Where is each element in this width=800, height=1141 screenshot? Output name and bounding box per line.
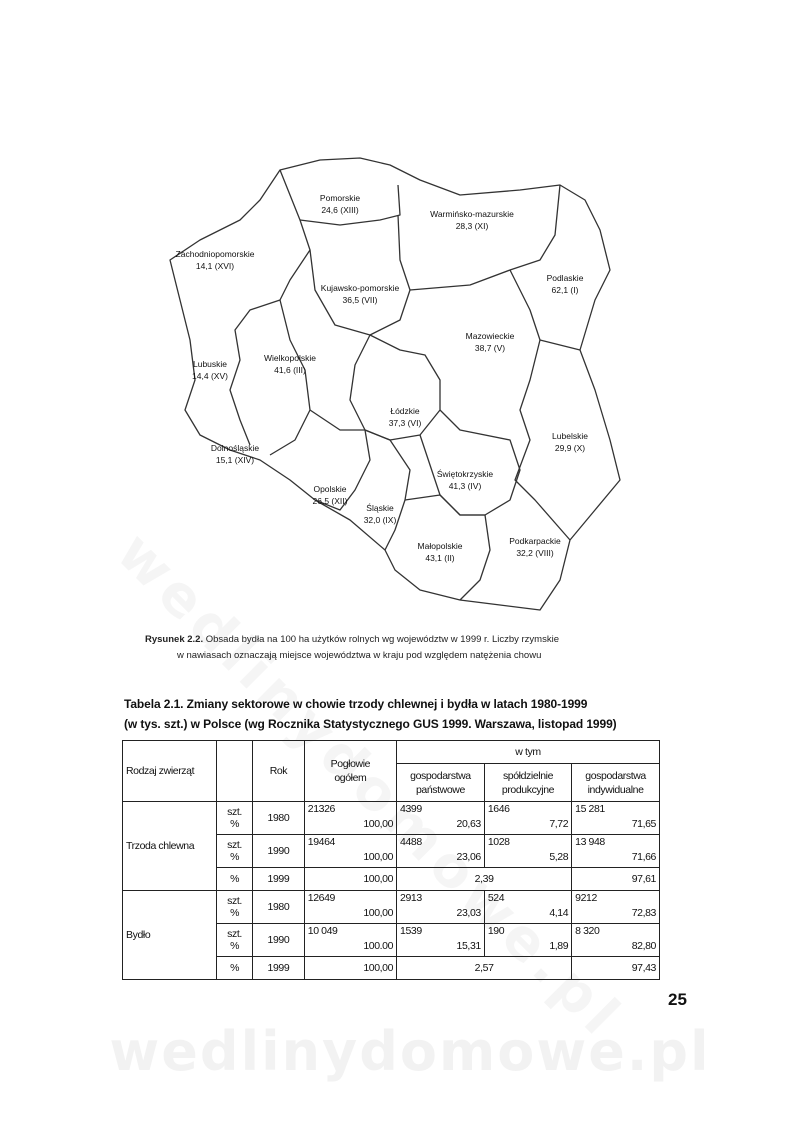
unit-cell: szt. % <box>216 802 252 835</box>
gi-cell: 8 320 82,80 <box>572 924 660 957</box>
group-name-trzoda: Trzoda chlewna <box>123 802 217 891</box>
total-cell: 10 049 100.00 <box>304 924 396 957</box>
figure-caption <box>145 632 665 664</box>
page-number: 25 <box>668 990 687 1009</box>
gi-cell: 13 948 71,66 <box>572 835 660 868</box>
bottom-watermark: wedlinydomowe.pl <box>109 1020 711 1083</box>
region-podlaskie: Podlaskie 62,1 (I) <box>546 273 584 295</box>
unit-cell: szt. % <box>216 924 252 957</box>
year-cell: 1990 <box>253 924 305 957</box>
region-dolnoslaskie: Dolnośląskie 15,1 (XIV) <box>210 443 260 465</box>
header-poglowie <box>304 741 396 802</box>
header-rodzaj: Rodzaj zwierząt <box>123 741 217 802</box>
unit-cell: % <box>216 957 252 980</box>
region-slaskie: Śląskie 32,0 (IX) <box>363 503 397 525</box>
region-zachodniopomorskie: Zachodniopomorskie 14,1 (XVI) <box>175 249 255 271</box>
gp-cell: 1539 15,31 <box>397 924 485 957</box>
header-gosp-panstwowe <box>397 764 485 802</box>
header-sp-line1: spółdzielnie <box>502 769 554 782</box>
region-lubelskie: Lubelskie 29,9 (X) <box>552 431 588 453</box>
header-gp-line2: państwowe <box>415 783 465 796</box>
sp-cell: 1646 7,72 <box>484 802 571 835</box>
header-poglowie-line1: Pogłowie <box>330 758 371 770</box>
year-cell: 1999 <box>253 868 305 891</box>
unit-cell: szt. % <box>216 891 252 924</box>
region-podkarpackie: Podkarpackie 32,2 (VIII) <box>509 536 561 558</box>
total-cell: 100,00 <box>304 957 396 980</box>
year-cell: 1990 <box>253 835 305 868</box>
gi-cell: 15 281 71,65 <box>572 802 660 835</box>
year-cell: 1999 <box>253 957 305 980</box>
header-w-tym: w tym <box>397 741 660 764</box>
region-mazowieckie: Mazowieckie 38,7 (V) <box>465 331 515 353</box>
region-malopolskie: Małopolskie 43,1 (II) <box>417 541 463 563</box>
gp-cell: 4399 20,63 <box>397 802 485 835</box>
caption-line2: w nawiasach oznaczają miejsce województwa w kraju pod względem natężenia chowu <box>177 650 542 661</box>
gp-cell: 4488 23,06 <box>397 835 485 868</box>
header-sp-line2: produkcyjne <box>501 783 555 796</box>
header-poglowie-line2: ogółem <box>334 772 367 784</box>
sp-cell: 190 1,89 <box>484 924 571 957</box>
header-gosp-indywidualne <box>572 764 660 802</box>
region-lubuskie: Lubuskie 14,4 (XV) <box>192 359 228 381</box>
total-cell: 21326 100,00 <box>304 802 396 835</box>
poland-voivodeship-map <box>140 140 660 620</box>
region-wielkopolskie: Wielkopolskie 41,6 (III) <box>264 353 316 375</box>
caption-label: Rysunek 2.2. <box>145 634 204 645</box>
header-gp-line1: gospodarstwa <box>410 769 471 782</box>
group-name-bydlo: Bydło <box>123 891 217 980</box>
gp-sp-cell: 2,39 <box>397 868 572 891</box>
year-cell: 1980 <box>253 802 305 835</box>
total-cell: 100,00 <box>304 868 396 891</box>
header-gi-line2: indywidualne <box>587 783 644 796</box>
table-title-line1: Tabela 2.1. Zmiany sektorowe w chowie trzody chlewnej i bydła w latach 1980-1999 <box>124 697 588 711</box>
region-kujawsko-pomorskie: Kujawsko-pomorskie 36,5 (VII) <box>320 283 400 305</box>
table-row <box>123 802 660 835</box>
table-row <box>123 891 660 924</box>
header-unit-spacer <box>216 741 252 802</box>
region-pomorskie: Pomorskie 24,6 (XIII) <box>319 193 361 215</box>
header-spoldzielnie <box>484 764 571 802</box>
total-cell: 19464 100,00 <box>304 835 396 868</box>
caption-line1: Obsada bydła na 100 ha użytków rolnych wg województw w 1999 r. Liczby rzymskie <box>205 634 559 645</box>
livestock-table <box>122 740 660 980</box>
gp-sp-cell: 2,57 <box>397 957 572 980</box>
unit-cell: % <box>216 868 252 891</box>
gi-cell: 97,61 <box>572 868 660 891</box>
header-row-1 <box>123 741 660 764</box>
region-swietokrzyskie: Świętokrzyskie 41,3 (IV) <box>436 469 494 491</box>
header-rok: Rok <box>253 741 305 802</box>
year-cell: 1980 <box>253 891 305 924</box>
region-warminsko-mazurskie: Warmińsko-mazurskie 28,3 (XI) <box>430 209 514 231</box>
region-lodzkie: Łódzkie 37,3 (VI) <box>388 406 422 428</box>
gp-cell: 2913 23,03 <box>397 891 485 924</box>
table-title <box>124 694 684 734</box>
total-cell: 12649 100,00 <box>304 891 396 924</box>
sp-cell: 1028 5,28 <box>484 835 571 868</box>
table-title-line2: (w tys. szt.) w Polsce (wg Rocznika Statystycznego GUS 1999. Warszawa, listopad 1999) <box>124 717 617 731</box>
header-gi-line1: gospodarstwa <box>585 769 646 782</box>
gi-cell: 9212 72,83 <box>572 891 660 924</box>
gi-cell: 97,43 <box>572 957 660 980</box>
region-opolskie: Opolskie 26,5 (XII) <box>312 484 348 506</box>
sp-cell: 524 4,14 <box>484 891 571 924</box>
unit-cell: szt. % <box>216 835 252 868</box>
